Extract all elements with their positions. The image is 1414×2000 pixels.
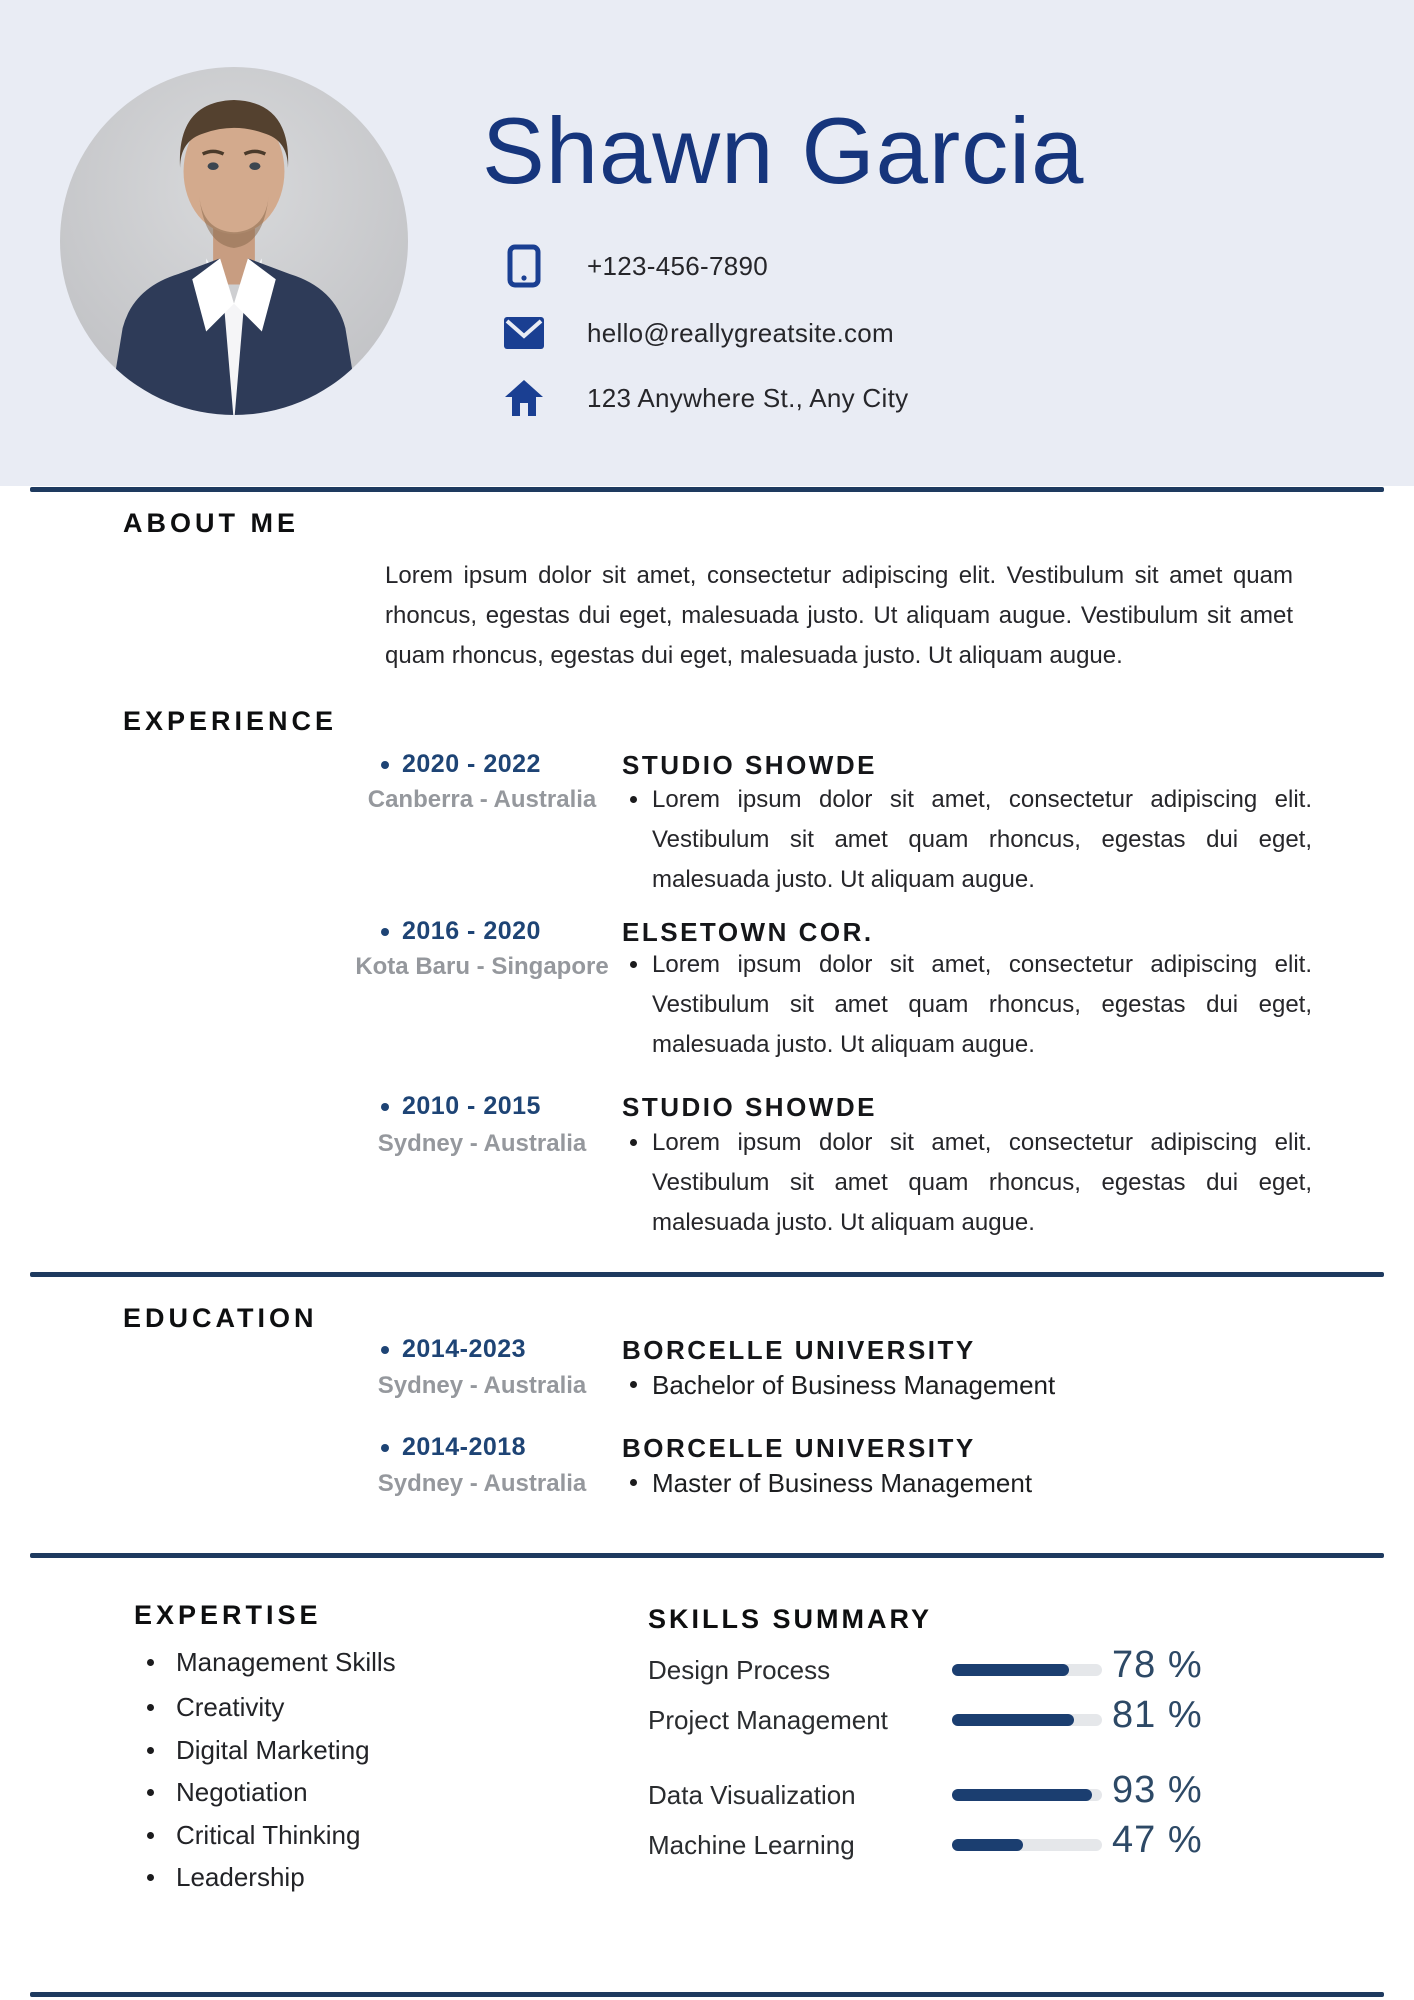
phone-icon xyxy=(504,244,544,288)
education-degree: Master of Business Management xyxy=(652,1468,1033,1498)
skill-progress-bar xyxy=(952,1714,1102,1726)
experience-period: 2010 - 2015 xyxy=(402,1092,541,1120)
skill-percent: 93 % xyxy=(1112,1769,1203,1811)
bullet-icon xyxy=(630,1139,637,1146)
skill-progress-fill xyxy=(952,1789,1092,1801)
expertise-label: Digital Marketing xyxy=(176,1734,370,1765)
skill-percent: 81 % xyxy=(1112,1694,1203,1736)
skill-progress-fill xyxy=(952,1839,1023,1851)
street-address: 123 Anywhere St., Any City xyxy=(587,382,909,413)
skill-progress-bar xyxy=(952,1839,1102,1851)
experience-location: Kota Baru - Singapore xyxy=(355,953,609,980)
bullet-icon xyxy=(630,961,637,968)
divider-header xyxy=(30,487,1384,492)
bullet-icon xyxy=(147,1789,154,1796)
skill-label: Data Visualization xyxy=(648,1780,856,1810)
expertise-item xyxy=(147,1861,305,1893)
skills-heading: SKILLS SUMMARY xyxy=(648,1604,932,1634)
education-period: 2014-2023 xyxy=(402,1335,527,1363)
profile-photo xyxy=(60,67,408,415)
person-portrait-illustration xyxy=(60,67,408,415)
bullet-icon xyxy=(147,1832,154,1839)
expertise-item xyxy=(147,1776,308,1808)
about-heading: ABOUT ME xyxy=(123,508,299,538)
skill-percent: 78 % xyxy=(1112,1644,1203,1686)
education-school: BORCELLE UNIVERSITY xyxy=(622,1335,976,1365)
education-location: Sydney - Australia xyxy=(377,1372,587,1399)
skill-progress-bar xyxy=(952,1789,1102,1801)
bullet-icon xyxy=(630,1381,637,1388)
education-degree: Bachelor of Business Management xyxy=(652,1370,1056,1400)
contact-row-phone xyxy=(504,244,768,288)
email-icon xyxy=(504,311,544,355)
bullet-icon xyxy=(630,1479,637,1486)
bullet-icon xyxy=(147,1747,154,1754)
skill-label: Machine Learning xyxy=(648,1830,855,1860)
education-period: 2014-2018 xyxy=(402,1433,527,1461)
expertise-item xyxy=(147,1691,284,1723)
email-address: hello@reallygreatsite.com xyxy=(587,317,895,348)
experience-period: 2020 - 2022 xyxy=(402,750,541,778)
expertise-label: Management Skills xyxy=(176,1646,396,1677)
contact-row-email xyxy=(504,311,894,355)
skill-progress-fill xyxy=(952,1664,1069,1676)
bullet-icon xyxy=(147,1874,154,1881)
experience-heading: EXPERIENCE xyxy=(123,706,338,736)
skill-label: Project Management xyxy=(648,1705,888,1735)
experience-description: Lorem ipsum dolor sit amet, consectetur adipiscing elit. Vestibulum sit amet quam rhoncus, egestas dui eget, malesuada justo. Ut aliquam augue. xyxy=(652,951,1312,1058)
home-icon xyxy=(504,376,544,420)
person-name: Shawn Garcia xyxy=(482,98,1085,203)
bullet-icon xyxy=(147,1704,154,1711)
bullet-icon xyxy=(630,796,637,803)
divider-skills xyxy=(30,1553,1384,1558)
experience-description: Lorem ipsum dolor sit amet, consectetur adipiscing elit. Vestibulum sit amet quam rhoncus, egestas dui eget, malesuada justo. Ut aliquam augue. xyxy=(652,1129,1312,1236)
skill-percent: 47 % xyxy=(1112,1819,1203,1861)
expertise-label: Negotiation xyxy=(176,1776,308,1807)
experience-company: STUDIO SHOWDE xyxy=(622,750,877,780)
expertise-item xyxy=(147,1734,370,1766)
experience-company: STUDIO SHOWDE xyxy=(622,1092,877,1122)
skill-label: Design Process xyxy=(648,1655,831,1685)
divider-education xyxy=(30,1272,1384,1277)
education-heading: EDUCATION xyxy=(123,1303,318,1333)
expertise-label: Critical Thinking xyxy=(176,1819,361,1850)
expertise-heading: EXPERTISE xyxy=(134,1600,322,1630)
skill-progress-fill xyxy=(952,1714,1074,1726)
expertise-item xyxy=(147,1646,396,1678)
phone-number: +123-456-7890 xyxy=(587,250,768,281)
skill-progress-bar xyxy=(952,1664,1102,1676)
experience-description: Lorem ipsum dolor sit amet, consectetur adipiscing elit. Vestibulum sit amet quam rhoncus, egestas dui eget, malesuada justo. Ut aliquam augue. xyxy=(652,786,1312,893)
education-school: BORCELLE UNIVERSITY xyxy=(622,1433,976,1463)
experience-period: 2016 - 2020 xyxy=(402,917,541,945)
education-location: Sydney - Australia xyxy=(377,1470,587,1497)
contact-row-address xyxy=(504,376,908,420)
header xyxy=(0,0,1414,486)
divider-footer xyxy=(30,1992,1384,1997)
experience-location: Sydney - Australia xyxy=(377,1130,587,1157)
expertise-item xyxy=(147,1819,360,1851)
experience-company: ELSETOWN COR. xyxy=(622,917,874,947)
expertise-label: Leadership xyxy=(176,1861,305,1892)
expertise-label: Creativity xyxy=(176,1691,285,1722)
about-text: Lorem ipsum dolor sit amet, consectetur adipiscing elit. Vestibulum sit amet quam rhoncus, egestas dui eget, malesuada justo. Ut aliquam augue. Vestibulum sit amet quam rhoncus, egestas dui eget, malesuada justo. Ut aliquam augue. xyxy=(385,562,1293,669)
bullet-icon xyxy=(147,1659,154,1666)
experience-location: Canberra - Australia xyxy=(367,786,597,813)
